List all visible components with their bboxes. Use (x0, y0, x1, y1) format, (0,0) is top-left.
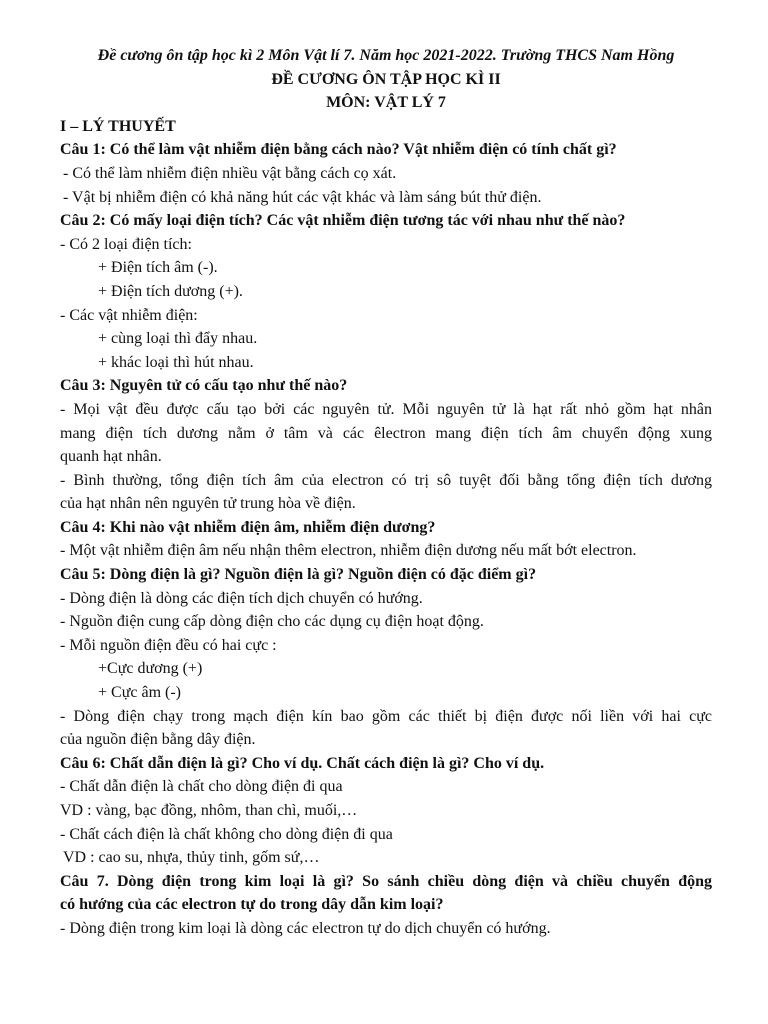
question-title: Câu 2: Có mấy loại điện tích? Các vật nhiễm điện tương tác với nhau như thế nào? (60, 212, 626, 230)
question-title: Câu 4: Khi nào vật nhiễm điện âm, nhiễm điện dương? (60, 518, 436, 536)
question-title-continued: có hướng của các electron tự do trong dây dẫn kim loại? (60, 896, 444, 914)
answer-line: - Mọi vật đều được cấu tạo bởi các nguyên tử. Mỗi nguyên tử là hạt rất nhỏ gồm hạt nhân (60, 400, 712, 418)
question-5 (60, 563, 712, 752)
question-7 (60, 870, 712, 941)
question-title: Câu 3: Nguyên tử có cấu tạo như thế nào? (60, 377, 348, 395)
answer-bullet: + khác loại thì hút nhau. (98, 353, 254, 371)
answer-line: của nguồn điện bằng dây điện. (60, 731, 256, 749)
answer-line: VD : cao su, nhựa, thủy tinh, gốm sứ,… (63, 849, 320, 867)
answer-line: - Dòng điện là dòng các điện tích dịch chuyển có hướng. (60, 589, 423, 607)
answer-line: - Chất dẫn điện là chất cho dòng điện đi qua (60, 778, 343, 796)
answer-line: - Các vật nhiễm điện: (60, 306, 198, 324)
answer-line: - Dòng điện chạy trong mạch điện kín bao gồm các thiết bị điện được nối liền với hai cực (60, 707, 712, 725)
answer-line: - Chất cách điện là chất không cho dòng điện đi qua (60, 825, 393, 843)
question-title: Câu 5: Dòng điện là gì? Nguồn điện là gì? Nguồn điện có đặc điểm gì? (60, 566, 537, 584)
answer-line: - Có thể làm nhiễm điện nhiều vật bằng cách cọ xát. (63, 164, 397, 182)
document-title: ĐỀ CƯƠNG ÔN TẬP HỌC KÌ II (271, 70, 501, 88)
question-4 (60, 516, 712, 563)
question-title: Câu 1: Có thể làm vật nhiễm điện bằng cách nào? Vật nhiễm điện có tính chất gì? (60, 141, 617, 159)
answer-line: - Bình thường, tổng điện tích âm của electron có trị sô tuyệt đối bằng tổng điện tích dương (60, 471, 712, 489)
answer-line: - Một vật nhiễm điện âm nếu nhận thêm electron, nhiễm điện dương nếu mất bớt electron. (60, 542, 637, 560)
answer-bullet: + Điện tích dương (+). (98, 282, 243, 300)
answer-line: - Có 2 loại điện tích: (60, 235, 192, 253)
question-title: Câu 6: Chất dẫn điện là gì? Cho ví dụ. Chất cách điện là gì? Cho ví dụ. (60, 754, 545, 772)
answer-line: VD : vàng, bạc đồng, nhôm, than chì, muối,… (60, 802, 358, 819)
answer-line: quanh hạt nhân. (60, 448, 162, 466)
answer-line: của hạt nhân nên nguyên tử trung hòa về điện. (60, 495, 356, 513)
section-title: I – LÝ THUYẾT (60, 117, 176, 135)
answer-bullet: + Điện tích âm (-). (98, 259, 218, 277)
answer-line: - Vật bị nhiễm điện có khả năng hút các vật khác và làm sáng bút thử điện. (63, 188, 542, 206)
question-2 (60, 209, 712, 374)
question-title: Câu 7. Dòng điện trong kim loại là gì? So sánh chiều dòng điện và chiều chuyển động (60, 872, 712, 890)
answer-bullet: + Cực âm (-) (98, 684, 181, 702)
document-subtitle: Đề cương ôn tập học kì 2 Môn Vật lí 7. Năm học 2021-2022. Trường THCS Nam Hồng (97, 47, 675, 64)
document-subject: MÔN: VẬT LÝ 7 (326, 94, 446, 112)
question-3 (60, 374, 712, 516)
answer-line: - Dòng điện trong kim loại là dòng các electron tự do dịch chuyển có hướng. (60, 919, 551, 937)
question-6 (60, 752, 712, 870)
question-1 (60, 138, 712, 209)
answer-line: - Mỗi nguồn điện đều có hai cực : (60, 636, 277, 654)
answer-bullet: +Cực dương (+) (98, 660, 203, 678)
answer-line: - Nguồn điện cung cấp dòng điện cho các dụng cụ điện hoạt động. (60, 613, 484, 631)
answer-bullet: + cùng loại thì đẩy nhau. (98, 330, 258, 348)
answer-line: mang điện tích dương nằm ở tâm và các êlectron mang điện tích âm chuyển động xung (60, 424, 712, 442)
